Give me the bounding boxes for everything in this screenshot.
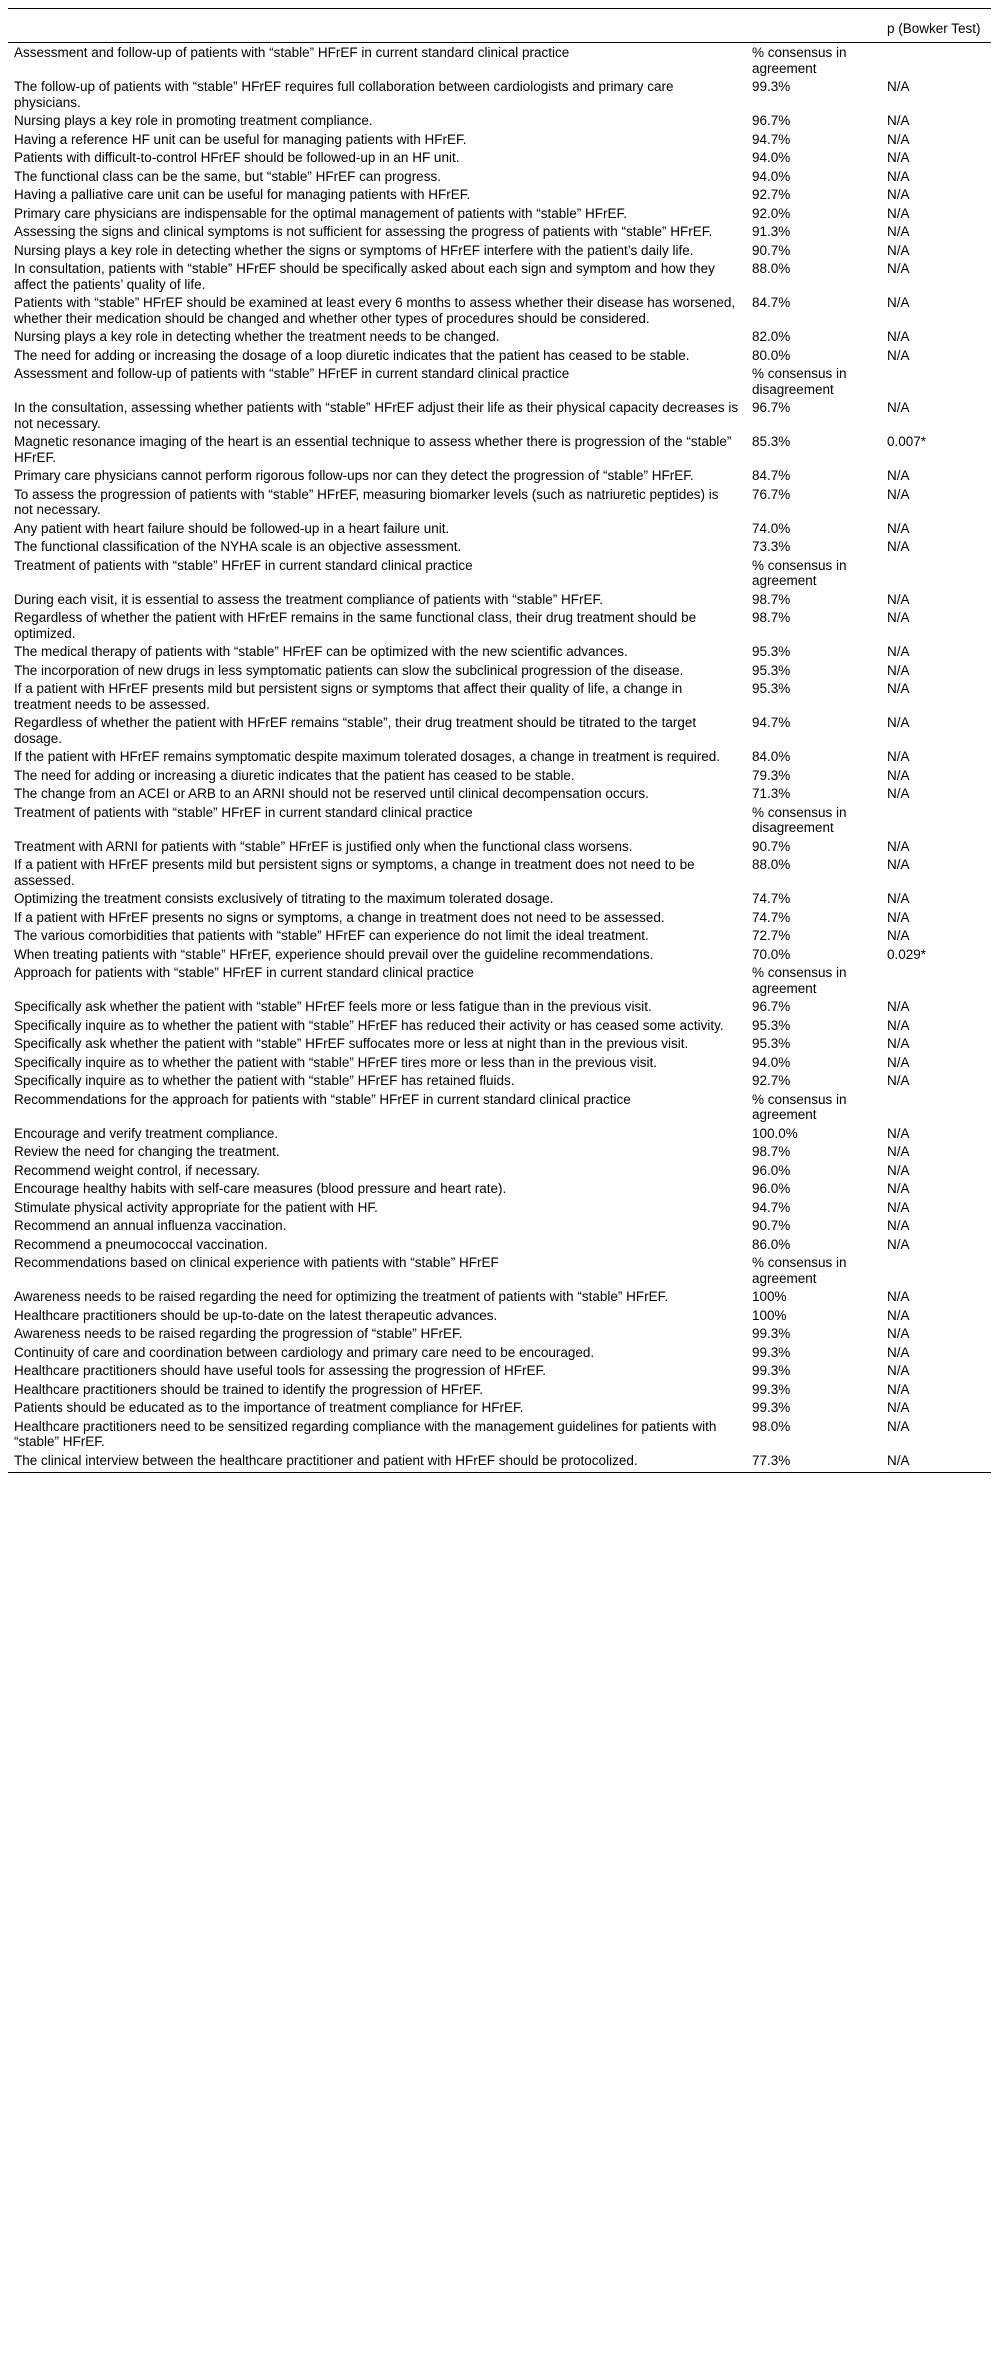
- p-value-cell: N/A: [887, 644, 910, 659]
- statement-cell: Assessment and follow-up of patients with “stable” HFrEF in current standard clinical practice: [14, 366, 570, 381]
- consensus-cell: 86.0%: [752, 1236, 791, 1252]
- p-value-cell: N/A: [887, 113, 910, 128]
- table-row: [8, 1324, 991, 1343]
- statement-cell: Optimizing the treatment consists exclusively of titrating to the maximum tolerated dosage.: [14, 891, 554, 906]
- p-value-cell: N/A: [887, 715, 910, 730]
- table-row: [8, 484, 991, 518]
- consensus-cell: 94.0%: [752, 150, 791, 165]
- consensus-cell: 92.7%: [752, 187, 791, 202]
- p-value-cell: N/A: [887, 749, 910, 764]
- statement-cell: During each visit, it is essential to assess the treatment compliance of patients with “stable” HFrEF.: [14, 591, 603, 607]
- consensus-cell: 92.0%: [752, 205, 791, 221]
- consensus-cell: 96.7%: [752, 113, 791, 128]
- consensus-cell: 96.0%: [752, 1162, 791, 1178]
- consensus-cell: 88.0%: [752, 261, 791, 276]
- table-row: [8, 518, 991, 537]
- p-value-cell: N/A: [887, 261, 910, 276]
- p-value-cell: N/A: [887, 1162, 910, 1178]
- consensus-cell: 76.7%: [752, 486, 791, 502]
- statement-cell: Stimulate physical activity appropriate for the patient with HF.: [14, 1199, 378, 1215]
- consensus-cell: % consensus in agreement: [752, 1255, 847, 1286]
- p-value-cell: [881, 1253, 991, 1287]
- consensus-cell: 95.3%: [752, 662, 791, 678]
- statement-cell: Specifically inquire as to whether the patient with “stable” HFrEF has reduced their activity or has ceased some activity.: [14, 1017, 724, 1033]
- header-consensus: [746, 9, 881, 43]
- p-value-cell: [881, 364, 991, 398]
- consensus-cell: 94.7%: [752, 131, 791, 147]
- table-row: [8, 608, 991, 642]
- consensus-cell: 82.0%: [752, 329, 791, 344]
- statement-cell: Recommend a pneumococcal vaccination.: [14, 1236, 268, 1252]
- statement-cell: Magnetic resonance imaging of the heart is an essential technique to assess whether there is progression of the “stable” HFrEF.: [14, 434, 732, 465]
- consensus-cell: 84.7%: [752, 295, 791, 310]
- table-row: [8, 432, 991, 466]
- consensus-cell: 94.7%: [752, 1199, 791, 1215]
- consensus-cell: 98.7%: [752, 610, 791, 625]
- consensus-cell: 84.7%: [752, 468, 791, 483]
- statement-cell: Approach for patients with “stable” HFrEF in current standard clinical practice: [14, 965, 474, 980]
- table-row: [8, 589, 991, 608]
- consensus-cell: 99.3%: [752, 79, 791, 94]
- statement-cell: Treatment of patients with “stable” HFrEF in current standard clinical practice: [14, 804, 473, 820]
- table-row: [8, 1052, 991, 1071]
- statement-cell: Patients with difficult-to-control HFrEF should be followed-up in an HF unit.: [14, 150, 460, 165]
- consensus-cell: 91.3%: [752, 224, 791, 239]
- statement-cell: Specifically inquire as to whether the patient with “stable” HFrEF has retained fluids.: [14, 1073, 515, 1088]
- consensus-cell: 99.3%: [752, 1381, 791, 1397]
- table-row: [8, 1305, 991, 1324]
- statement-cell: Treatment with ARNI for patients with “stable” HFrEF is justified only when the functional class worsens.: [14, 838, 633, 854]
- statement-cell: Recommend an annual influenza vaccination.: [14, 1218, 287, 1233]
- table-row: [8, 1342, 991, 1361]
- statement-cell: When treating patients with “stable” HFrEF, experience should prevail over the guideline recommendations.: [14, 946, 654, 962]
- p-value-cell: N/A: [887, 329, 910, 344]
- statement-cell: Regardless of whether the patient with HFrEF remains “stable”, their drug treatment should be titrated to the target dosage.: [14, 715, 697, 746]
- p-value-cell: N/A: [887, 150, 910, 165]
- p-value-cell: N/A: [887, 1073, 910, 1088]
- consensus-cell: 92.7%: [752, 1073, 791, 1088]
- p-value-cell: N/A: [887, 1363, 910, 1378]
- table-row: [8, 1015, 991, 1034]
- consensus-cell: 96.7%: [752, 999, 791, 1014]
- statement-cell: Primary care physicians cannot perform rigorous follow-ups nor can they detect the progression of “stable” HFrEF.: [14, 468, 694, 483]
- consensus-cell: 99.3%: [752, 1344, 791, 1360]
- consensus-cell: 100%: [752, 1289, 787, 1304]
- table-row: [8, 679, 991, 713]
- p-value-cell: N/A: [887, 1036, 910, 1051]
- table-row: [8, 997, 991, 1016]
- statement-cell: The functional class can be the same, but “stable” HFrEF can progress.: [14, 168, 441, 184]
- consensus-cell: 98.7%: [752, 1144, 791, 1159]
- table-row: [8, 77, 991, 111]
- table-row: [8, 240, 991, 259]
- p-value-cell: [881, 555, 991, 589]
- section-header-row: [8, 963, 991, 997]
- statement-cell: If the patient with HFrEF remains symptomatic despite maximum tolerated dosages, a change in treatment is required.: [14, 749, 721, 764]
- p-value-cell: N/A: [887, 1218, 910, 1233]
- consensus-cell: 90.7%: [752, 242, 791, 258]
- p-value-cell: [881, 963, 991, 997]
- p-value-cell: N/A: [887, 909, 910, 925]
- p-value-cell: N/A: [887, 1054, 910, 1070]
- consensus-cell: 74.7%: [752, 891, 791, 906]
- p-value-cell: N/A: [887, 1400, 910, 1415]
- p-value-cell: N/A: [887, 1307, 910, 1323]
- p-value-cell: [881, 1089, 991, 1123]
- table-row: [8, 747, 991, 766]
- consensus-cell: 74.7%: [752, 909, 791, 925]
- statement-cell: Recommend weight control, if necessary.: [14, 1162, 260, 1178]
- p-value-cell: N/A: [887, 1017, 910, 1033]
- p-value-cell: N/A: [887, 1289, 910, 1304]
- consensus-cell: % consensus in agreement: [752, 557, 847, 588]
- consensus-cell: 80.0%: [752, 347, 791, 363]
- p-value-cell: N/A: [887, 347, 910, 363]
- table-row: [8, 293, 991, 327]
- table-body: [8, 42, 991, 1473]
- consensus-cell: 74.0%: [752, 520, 791, 536]
- statement-cell: Healthcare practitioners should have useful tools for assessing the progression of HFrEF.: [14, 1363, 547, 1378]
- consensus-cell: 72.7%: [752, 928, 791, 943]
- section-header-row: [8, 802, 991, 836]
- consensus-cell: 96.0%: [752, 1181, 791, 1196]
- table-row: [8, 1234, 991, 1253]
- statement-cell: The medical therapy of patients with “stable” HFrEF can be optimized with the new scientific advances.: [14, 644, 628, 659]
- consensus-cell: 77.3%: [746, 1450, 881, 1473]
- statement-cell: The need for adding or increasing a diuretic indicates that the patient has ceased to be stable.: [14, 767, 575, 783]
- statement-cell: The need for adding or increasing the dosage of a loop diuretic indicates that the patient has ceased to be stable.: [14, 347, 690, 363]
- statement-cell: In consultation, patients with “stable” HFrEF should be specifically asked about each sign and symptom and how they affect the patients’ quality of life.: [14, 261, 715, 292]
- p-value-cell: N/A: [887, 681, 910, 696]
- statement-cell: Healthcare practitioners should be up-to-date on the latest therapeutic advances.: [14, 1307, 498, 1323]
- table-row: [8, 111, 991, 130]
- statement-cell: If a patient with HFrEF presents mild but persistent signs or symptoms, a change in treatment does not need to be assessed.: [14, 857, 695, 888]
- p-value-cell: N/A: [881, 1450, 991, 1473]
- p-value-cell: N/A: [887, 1381, 910, 1397]
- statement-cell: In the consultation, assessing whether patients with “stable” HFrEF adjust their life as their physical capacity decreases is not necessary.: [14, 400, 739, 431]
- p-value-cell: N/A: [887, 1418, 910, 1434]
- table-row: [8, 926, 991, 945]
- consensus-cell: 96.7%: [752, 400, 791, 415]
- table-row: [8, 1071, 991, 1090]
- table-row: [8, 1034, 991, 1053]
- table-row: [8, 713, 991, 747]
- table-row: [8, 1361, 991, 1380]
- statement-cell: Recommendations based on clinical experience with patients with “stable” HFrEF: [14, 1255, 499, 1270]
- statement-cell: Nursing plays a key role in promoting treatment compliance.: [14, 113, 373, 128]
- statement-cell: Treatment of patients with “stable” HFrEF in current standard clinical practice: [14, 557, 473, 573]
- p-value-cell: N/A: [887, 295, 910, 310]
- p-value-cell: N/A: [887, 187, 910, 202]
- p-value-cell: 0.029*: [887, 946, 927, 962]
- statement-cell: Patients should be educated as to the importance of treatment compliance for HFrEF.: [14, 1400, 524, 1415]
- table-row: [8, 537, 991, 556]
- table-row: [8, 345, 991, 364]
- table-row: [8, 1123, 991, 1142]
- table-row: [8, 203, 991, 222]
- section-header-row: [8, 555, 991, 589]
- p-value-cell: N/A: [887, 1344, 910, 1360]
- statement-cell: To assess the progression of patients with “stable” HFrEF, measuring biomarker levels (such as natriuretic peptides) is not necessary.: [14, 486, 719, 517]
- consensus-cell: 99.3%: [752, 1326, 791, 1341]
- p-value-cell: N/A: [887, 928, 910, 943]
- statement-cell: The incorporation of new drugs in less symptomatic patients can slow the subclinical progression of the disease.: [14, 662, 684, 678]
- p-value-cell: N/A: [887, 767, 910, 783]
- consensus-cell: % consensus in agreement: [752, 45, 847, 76]
- table-row: [8, 784, 991, 803]
- table-row: [8, 185, 991, 204]
- table-header: [8, 9, 991, 43]
- consensus-cell: 95.3%: [752, 1036, 791, 1051]
- consensus-cell: 99.3%: [752, 1400, 791, 1415]
- consensus-cell: 94.7%: [752, 715, 791, 730]
- table-row: [8, 466, 991, 485]
- p-value-cell: N/A: [887, 1125, 910, 1141]
- p-value-cell: N/A: [887, 224, 910, 239]
- consensus-table: [8, 8, 991, 1473]
- consensus-cell: % consensus in disagreement: [752, 804, 847, 835]
- table-row: [8, 944, 991, 963]
- consensus-cell: 73.3%: [752, 539, 791, 554]
- table-row: [8, 1450, 991, 1473]
- consensus-cell: 84.0%: [752, 749, 791, 764]
- p-value-cell: [881, 42, 991, 77]
- table-row: [8, 1287, 991, 1306]
- statement-cell: If a patient with HFrEF presents no signs or symptoms, a change in treatment does not need to be assessed.: [14, 909, 665, 925]
- p-value-cell: [881, 802, 991, 836]
- statement-cell: Any patient with heart failure should be followed-up in a heart failure unit.: [14, 520, 450, 536]
- table-row: [8, 1179, 991, 1198]
- statement-cell: Awareness needs to be raised regarding the progression of “stable” HFrEF.: [14, 1326, 463, 1341]
- statement-cell: Regardless of whether the patient with HFrEF remains in the same functional class, their drug treatment should be optimized.: [14, 610, 697, 641]
- table-row: [8, 148, 991, 167]
- table-row: [8, 889, 991, 908]
- consensus-cell: 100.0%: [752, 1125, 798, 1141]
- statement-cell: Assessment and follow-up of patients with “stable” HFrEF in current standard clinical practice: [14, 45, 570, 60]
- consensus-cell: 99.3%: [752, 1363, 791, 1378]
- statement-cell: Encourage and verify treatment compliance.: [14, 1125, 279, 1141]
- table-row: [8, 855, 991, 889]
- statement-cell: Patients with “stable” HFrEF should be examined at least every 6 months to assess whether their disease has worsened, whether their medication should be changed and whether other types of procedures should be considered.: [14, 295, 736, 326]
- consensus-cell: 94.0%: [752, 168, 791, 184]
- statement-cell: Nursing plays a key role in detecting whether the treatment needs to be changed.: [14, 329, 500, 344]
- statement-cell: Specifically inquire as to whether the patient with “stable” HFrEF tires more or less than in the previous visit.: [14, 1054, 658, 1070]
- statement-cell: Awareness needs to be raised regarding the need for optimizing the treatment of patients with “stable” HFrEF.: [14, 1289, 669, 1304]
- table-row: [8, 259, 991, 293]
- statement-cell: Having a palliative care unit can be useful for managing patients with HFrEF.: [14, 187, 471, 202]
- statement-cell: The change from an ACEI or ARB to an ARNI should not be reserved until clinical decompensation occurs.: [14, 786, 649, 801]
- p-value-cell: N/A: [887, 891, 910, 906]
- consensus-cell: % consensus in disagreement: [752, 366, 847, 397]
- consensus-cell: 98.0%: [752, 1418, 791, 1434]
- p-value-cell: N/A: [887, 468, 910, 483]
- p-value-cell: N/A: [887, 999, 910, 1014]
- statement-cell: The follow-up of patients with “stable” HFrEF requires full collaboration between cardiologists and primary care physicians.: [14, 79, 674, 110]
- p-value-cell: N/A: [887, 1144, 910, 1159]
- consensus-cell: 85.3%: [752, 434, 791, 449]
- statement-cell: Primary care physicians are indispensable for the optimal management of patients with “stable” HFrEF.: [14, 205, 628, 221]
- statement-cell: Review the need for changing the treatment.: [14, 1144, 280, 1159]
- consensus-cell: 71.3%: [752, 786, 791, 801]
- p-value-cell: N/A: [887, 1236, 910, 1252]
- consensus-cell: 94.0%: [752, 1054, 791, 1070]
- statement-cell: Having a reference HF unit can be useful for managing patients with HFrEF.: [14, 131, 467, 147]
- table-row: [8, 1142, 991, 1161]
- consensus-cell: 95.3%: [752, 644, 791, 659]
- consensus-cell: 95.3%: [752, 1017, 791, 1033]
- p-value-cell: N/A: [887, 857, 910, 872]
- statement-cell: The various comorbidities that patients with “stable” HFrEF can experience do not limit the ideal treatment.: [14, 928, 649, 943]
- p-value-cell: N/A: [887, 205, 910, 221]
- section-header-row: [8, 364, 991, 398]
- p-value-cell: N/A: [887, 131, 910, 147]
- consensus-cell: 100%: [752, 1307, 787, 1323]
- table-row: [8, 907, 991, 926]
- statement-cell: Specifically ask whether the patient with “stable” HFrEF suffocates more or less at night than in the previous visit.: [14, 1036, 689, 1051]
- statement-cell: If a patient with HFrEF presents mild but persistent signs or symptoms that affect their quality of life, a change in treatment needs to be assessed.: [14, 681, 683, 712]
- table-row: [8, 1398, 991, 1417]
- p-value-cell: N/A: [887, 591, 910, 607]
- p-value-cell: N/A: [887, 486, 910, 502]
- consensus-cell: % consensus in agreement: [752, 965, 847, 996]
- statement-cell: The functional classification of the NYHA scale is an objective assessment.: [14, 539, 462, 554]
- consensus-cell: 79.3%: [752, 767, 791, 783]
- table-row: [8, 642, 991, 661]
- consensus-cell: % consensus in agreement: [752, 1091, 847, 1122]
- p-value-cell: N/A: [887, 520, 910, 536]
- statement-cell: Healthcare practitioners should be trained to identify the progression of HFrEF.: [14, 1381, 483, 1397]
- consensus-cell: 95.3%: [752, 681, 791, 696]
- consensus-cell: 70.0%: [752, 946, 791, 962]
- statement-cell: Specifically ask whether the patient with “stable” HFrEF feels more or less fatigue than in the previous visit.: [14, 999, 652, 1014]
- p-value-cell: N/A: [887, 786, 910, 801]
- table-row: [8, 1416, 991, 1450]
- section-header-row: [8, 42, 991, 77]
- p-value-cell: N/A: [887, 1181, 910, 1196]
- consensus-cell: 90.7%: [752, 838, 791, 854]
- table-row: [8, 1216, 991, 1235]
- table-row: [8, 398, 991, 432]
- p-value-cell: 0.007*: [887, 434, 927, 449]
- p-value-cell: N/A: [887, 838, 910, 854]
- table-row: [8, 660, 991, 679]
- statement-cell: Assessing the signs and clinical symptoms is not sufficient for assessing the progress of patients with “stable” HFrEF.: [14, 224, 713, 239]
- p-value-cell: N/A: [887, 400, 910, 415]
- p-value-cell: N/A: [887, 539, 910, 554]
- consensus-cell: 90.7%: [752, 1218, 791, 1233]
- table-row: [8, 166, 991, 185]
- p-value-cell: N/A: [887, 1199, 910, 1215]
- statement-cell: Continuity of care and coordination between cardiology and primary care need to be encouraged.: [14, 1344, 595, 1360]
- statement-cell: Recommendations for the approach for patients with “stable” HFrEF in current standard clinical practice: [14, 1091, 631, 1107]
- p-value-cell: N/A: [887, 168, 910, 184]
- p-value-cell: N/A: [887, 79, 910, 94]
- section-header-row: [8, 1253, 991, 1287]
- statement-cell: The clinical interview between the healthcare practitioner and patient with HFrEF should be protocolized.: [8, 1450, 746, 1473]
- p-value-cell: N/A: [887, 662, 910, 678]
- consensus-cell: 98.7%: [752, 591, 791, 607]
- table-row: [8, 1379, 991, 1398]
- p-value-cell: N/A: [887, 610, 910, 625]
- statement-cell: Encourage healthy habits with self-care measures (blood pressure and heart rate).: [14, 1181, 507, 1196]
- header-statement: [8, 9, 746, 43]
- p-value-cell: N/A: [887, 1326, 910, 1341]
- statement-cell: Nursing plays a key role in detecting whether the signs or symptoms of HFrEF interfere with the patient’s daily life.: [14, 242, 694, 258]
- table-row: [8, 1197, 991, 1216]
- table-row: [8, 836, 991, 855]
- table-row: [8, 327, 991, 346]
- section-header-row: [8, 1089, 991, 1123]
- p-value-cell: N/A: [887, 242, 910, 258]
- table-row: [8, 129, 991, 148]
- header-p-value: p (Bowker Test): [881, 9, 991, 43]
- consensus-cell: 88.0%: [752, 857, 791, 872]
- statement-cell: Healthcare practitioners need to be sensitized regarding compliance with the management guidelines for patients with “stable” HFrEF.: [14, 1418, 717, 1449]
- table-row: [8, 765, 991, 784]
- table-row: [8, 222, 991, 241]
- table-row: [8, 1160, 991, 1179]
